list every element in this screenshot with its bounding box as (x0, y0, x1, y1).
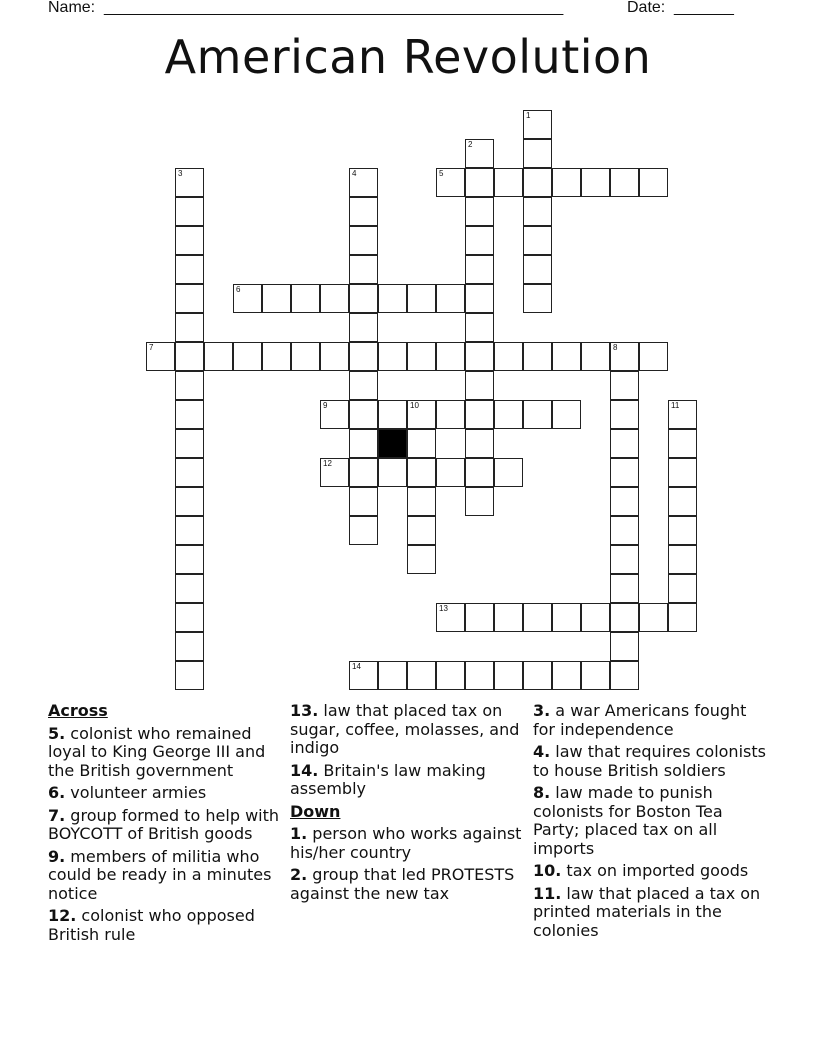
clue-item (48, 725, 280, 781)
grid-cell[interactable] (233, 342, 262, 371)
grid-cell[interactable] (349, 226, 378, 255)
clue-column-3 (533, 702, 773, 944)
grid-cell[interactable] (610, 516, 639, 545)
grid-cell[interactable] (581, 661, 610, 690)
grid-cell[interactable] (465, 313, 494, 342)
grid-cell[interactable] (552, 168, 581, 197)
grid-block (378, 429, 407, 458)
grid-cell[interactable] (668, 516, 697, 545)
grid-cell[interactable] (175, 574, 204, 603)
grid-cell[interactable] (523, 139, 552, 168)
clue-item (533, 862, 773, 881)
clue-item (48, 907, 280, 944)
grid-cell[interactable] (581, 168, 610, 197)
clue-number-label: 14. (290, 760, 319, 780)
grid-cell[interactable] (175, 313, 204, 342)
clue-number-label: 8. (533, 783, 551, 802)
grid-cell[interactable] (639, 168, 668, 197)
clue-item (48, 807, 280, 844)
grid-cell[interactable] (523, 226, 552, 255)
grid-cell[interactable] (494, 603, 523, 632)
grid-cell[interactable] (175, 197, 204, 226)
clue-number-label: 13. (290, 701, 319, 720)
clue-text: colonist who remained loyal to King George III and the British government (48, 723, 266, 780)
clue-number-label: 2. (290, 865, 308, 884)
grid-cell[interactable] (262, 284, 291, 313)
clue-item (533, 784, 773, 858)
down-clue-list (290, 825, 522, 903)
clue-item (533, 743, 773, 780)
grid-cell[interactable] (175, 545, 204, 574)
clue-item (533, 885, 773, 941)
clue-text: Britain's law making assembly (290, 760, 486, 798)
grid-cell[interactable] (436, 400, 465, 429)
grid-cell[interactable] (175, 487, 204, 516)
clue-text: colonist who opposed British rule (48, 906, 255, 944)
grid-cell[interactable] (523, 400, 552, 429)
grid-cell[interactable] (349, 197, 378, 226)
grid-cell[interactable] (610, 574, 639, 603)
date-label: Date: (627, 0, 666, 16)
grid-cell[interactable] (407, 516, 436, 545)
clue-number-label: 9. (48, 846, 66, 866)
clue-number: 6 (236, 285, 241, 294)
grid-cell[interactable] (610, 429, 639, 458)
clue-text: law that placed a tax on printed materials in the colonies (533, 883, 761, 940)
grid-cell[interactable] (378, 284, 407, 313)
grid-cell[interactable] (349, 284, 378, 313)
grid-cell[interactable] (349, 458, 378, 487)
grid-cell[interactable] (175, 661, 204, 690)
clue-number-label: 12. (48, 906, 77, 925)
grid-cell[interactable] (233, 284, 262, 313)
clue-item (48, 848, 280, 904)
grid-cell[interactable] (494, 168, 523, 197)
grid-cell[interactable] (436, 603, 465, 632)
grid-cell[interactable] (668, 603, 697, 632)
down-heading: Down (290, 801, 341, 821)
grid-cell[interactable] (407, 458, 436, 487)
grid-cell[interactable] (175, 342, 204, 371)
grid-cell[interactable] (407, 284, 436, 313)
grid-cell[interactable] (610, 545, 639, 574)
grid-cell[interactable] (639, 603, 668, 632)
grid-cell[interactable] (494, 458, 523, 487)
grid-cell[interactable] (610, 371, 639, 400)
grid-cell[interactable] (523, 603, 552, 632)
grid-cell[interactable] (668, 574, 697, 603)
grid-cell[interactable] (320, 284, 349, 313)
grid-cell[interactable] (668, 545, 697, 574)
grid-cell[interactable] (668, 400, 697, 429)
grid-cell[interactable] (610, 603, 639, 632)
grid-cell[interactable] (465, 371, 494, 400)
grid-cell[interactable] (349, 516, 378, 545)
grid-cell[interactable] (175, 458, 204, 487)
grid-cell[interactable] (465, 400, 494, 429)
grid-cell[interactable] (436, 342, 465, 371)
grid-cell[interactable] (349, 168, 378, 197)
grid-cell[interactable] (262, 342, 291, 371)
grid-cell[interactable] (581, 342, 610, 371)
clue-text: a war Americans fought for independence (533, 701, 747, 739)
clue-item (48, 784, 280, 803)
grid-cell[interactable] (465, 487, 494, 516)
clue-number-label: 6. (48, 783, 66, 802)
date-field-line[interactable]: _______ (674, 0, 734, 16)
grid-cell[interactable] (407, 342, 436, 371)
grid-cell[interactable] (523, 284, 552, 313)
grid-cell[interactable] (436, 168, 465, 197)
clue-item (290, 702, 522, 758)
grid-cell[interactable] (494, 661, 523, 690)
grid-cell[interactable] (610, 400, 639, 429)
clue-text: tax on imported goods (561, 861, 749, 880)
grid-cell[interactable] (175, 603, 204, 632)
clue-item (290, 866, 522, 903)
grid-cell[interactable] (146, 342, 175, 371)
clue-text: volunteer armies (65, 783, 207, 802)
grid-cell[interactable] (378, 458, 407, 487)
clue-column-1 (48, 702, 280, 948)
clue-number: 14 (352, 662, 361, 671)
grid-cell[interactable] (436, 661, 465, 690)
clue-number: 2 (468, 140, 473, 149)
grid-cell[interactable] (378, 400, 407, 429)
grid-cell[interactable] (175, 226, 204, 255)
clue-text: group that led PROTESTS against the new tax (290, 865, 515, 903)
clue-number: 13 (439, 604, 448, 613)
across-clue-list (48, 725, 280, 945)
clue-text: group formed to help with BOYCOTT of British goods (48, 805, 280, 843)
grid-cell[interactable] (610, 632, 639, 661)
grid-cell[interactable] (204, 342, 233, 371)
grid-cell[interactable] (610, 661, 639, 690)
grid-cell[interactable] (494, 342, 523, 371)
clue-number: 11 (671, 401, 680, 410)
grid-cell[interactable] (465, 342, 494, 371)
grid-cell[interactable] (175, 632, 204, 661)
grid-cell[interactable] (436, 458, 465, 487)
grid-cell[interactable] (349, 342, 378, 371)
clue-text: person who works against his/her country (290, 824, 522, 862)
grid-cell[interactable] (465, 226, 494, 255)
grid-cell[interactable] (465, 255, 494, 284)
clue-text: law made to punish colonists for Boston Tea Party; placed tax on all imports (533, 783, 723, 858)
clue-number: 3 (178, 169, 183, 178)
clue-number: 5 (439, 169, 444, 178)
grid-cell[interactable] (552, 400, 581, 429)
grid-cell[interactable] (175, 516, 204, 545)
grid-cell[interactable] (436, 284, 465, 313)
grid-cell[interactable] (465, 458, 494, 487)
grid-cell[interactable] (175, 168, 204, 197)
clue-number-label: 11. (533, 883, 562, 903)
grid-cell[interactable] (291, 284, 320, 313)
clue-number: 12 (323, 459, 332, 468)
grid-cell[interactable] (610, 342, 639, 371)
grid-cell[interactable] (378, 342, 407, 371)
grid-cell[interactable] (320, 342, 349, 371)
grid-cell[interactable] (349, 429, 378, 458)
grid-cell[interactable] (378, 661, 407, 690)
puzzle-title: American Revolution (164, 30, 652, 84)
name-label: Name: (48, 0, 96, 16)
grid-cell[interactable] (523, 110, 552, 139)
grid-cell[interactable] (552, 661, 581, 690)
clue-number: 4 (352, 169, 357, 178)
grid-cell[interactable] (610, 487, 639, 516)
grid-cell[interactable] (349, 371, 378, 400)
name-field-line[interactable]: ______________________________________________________ (104, 0, 563, 16)
grid-cell[interactable] (320, 458, 349, 487)
grid-cell[interactable] (175, 284, 204, 313)
clue-number: 8 (613, 343, 618, 352)
grid-cell[interactable] (581, 603, 610, 632)
grid-cell[interactable] (523, 197, 552, 226)
clue-number-label: 10. (533, 861, 562, 880)
grid-cell[interactable] (465, 168, 494, 197)
clue-number-label: 7. (48, 805, 66, 825)
clue-number: 10 (410, 401, 419, 410)
clue-text: law that requires colonists to house British soldiers (533, 742, 766, 780)
across-heading: Across (48, 701, 108, 720)
grid-cell[interactable] (407, 661, 436, 690)
grid-cell[interactable] (552, 342, 581, 371)
clue-number: 9 (323, 401, 328, 410)
grid-cell[interactable] (465, 661, 494, 690)
grid-cell[interactable] (407, 429, 436, 458)
clue-number-label: 4. (533, 742, 551, 761)
grid-cell[interactable] (639, 342, 668, 371)
grid-cell[interactable] (407, 400, 436, 429)
clue-number: 1 (526, 111, 531, 120)
clue-column-2 (290, 702, 522, 907)
grid-cell[interactable] (349, 313, 378, 342)
grid-cell[interactable] (523, 168, 552, 197)
grid-cell[interactable] (175, 255, 204, 284)
grid-cell[interactable] (610, 168, 639, 197)
clue-number-label: 3. (533, 701, 551, 720)
grid-cell[interactable] (523, 661, 552, 690)
clue-item (290, 825, 522, 862)
grid-cell[interactable] (465, 139, 494, 168)
grid-cell[interactable] (407, 487, 436, 516)
clue-text: law that placed tax on sugar, coffee, molasses, and indigo (290, 701, 520, 757)
clue-number-label: 5. (48, 723, 66, 743)
clue-text: members of militia who could be ready in a minutes notice (48, 846, 272, 903)
grid-cell[interactable] (349, 661, 378, 690)
grid-cell[interactable] (668, 487, 697, 516)
across-clue-list-continued (290, 702, 522, 799)
grid-cell[interactable] (465, 603, 494, 632)
clue-item (533, 702, 773, 739)
grid-cell[interactable] (175, 400, 204, 429)
clue-number: 7 (149, 343, 154, 352)
grid-cell[interactable] (349, 255, 378, 284)
grid-cell[interactable] (610, 458, 639, 487)
grid-cell[interactable] (407, 545, 436, 574)
down-clue-list-continued (533, 702, 773, 940)
clue-item (290, 762, 522, 799)
grid-cell[interactable] (523, 255, 552, 284)
grid-cell[interactable] (465, 284, 494, 313)
grid-cell[interactable] (668, 429, 697, 458)
grid-cell[interactable] (175, 429, 204, 458)
grid-cell[interactable] (494, 400, 523, 429)
grid-cell[interactable] (349, 400, 378, 429)
grid-cell[interactable] (465, 197, 494, 226)
grid-cell[interactable] (320, 400, 349, 429)
grid-cell[interactable] (349, 487, 378, 516)
grid-cell[interactable] (291, 342, 320, 371)
grid-cell[interactable] (523, 342, 552, 371)
grid-cell[interactable] (465, 429, 494, 458)
grid-cell[interactable] (668, 458, 697, 487)
clue-number-label: 1. (290, 824, 308, 843)
grid-cell[interactable] (552, 603, 581, 632)
grid-cell[interactable] (175, 371, 204, 400)
